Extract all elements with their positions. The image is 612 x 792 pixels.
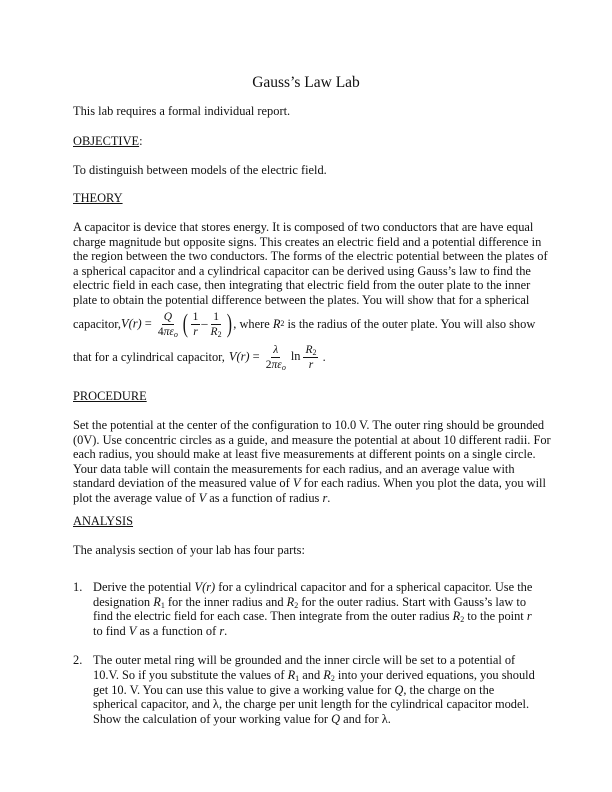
spherical-potential-formula [121,311,233,338]
item-text: designation [93,594,154,609]
procedure-line: Set the potential at the center of the configuration to 10.0 V. The outer ring should be grounded [73,418,545,432]
subscript-two: 2 [217,329,222,339]
theory-line: charge magnitude but opposite signs. This creates an electric field and a potential difference in [73,234,542,249]
item-text: find the electric field for each case. Then integrate from the outer radius [93,609,453,624]
capital-r: R [210,325,218,338]
four: 4 [157,325,164,338]
v-symbol: V [198,490,207,505]
item-text: , the charge per unit length for the cylindrical capacitor model. [218,697,530,712]
item-text: for the outer radius. Start with Gauss’s law to [298,594,527,609]
item-line [93,712,539,727]
analysis-list [73,580,539,726]
eq1-suffix-a: , where [233,316,273,331]
list-item [73,653,539,726]
denominator-4pi-eps [156,325,180,338]
r-symbol: r [219,623,225,638]
eq1-suffix-b: is the radius of the outer plate. You will also show [284,316,536,331]
q-over-4pi-eps-fraction [156,311,180,338]
item-line [93,595,539,610]
procedure-line: (0V). Use concentric circles as a guide, and measure the potential at about 10 different radii. For [73,432,551,447]
v-of-r: V(r) [121,315,142,330]
r2-subscript: 2 [330,673,335,683]
r2-symbol: R [272,316,281,331]
subscript-two: 2 [312,347,317,357]
analysis-heading-line [73,514,133,529]
item-text: 10.V. So if you substitute the values of [93,667,288,682]
r2-over-r-fraction [303,344,318,371]
procedure-line [73,491,539,506]
r-symbol: r [526,609,532,624]
theory-paragraph [73,220,548,308]
procedure-text: for each radius. When you plot the data, you will [300,476,546,491]
theory-line: the region between the two conductors. The forms of the electric potential between the plates of [73,249,548,264]
epsilon: ε [277,358,282,371]
item-text: to find [93,623,129,638]
v-symbol: V [128,623,137,638]
r2-subscript: 2 [460,615,465,625]
numerator-one: 1 [213,310,219,323]
denominator-r2 [209,325,224,338]
list-item-number: 1. [73,580,83,594]
item-text: spherical capacitor, and [93,697,213,712]
item-line [93,683,539,698]
item-line [93,609,539,624]
epsilon: ε [169,325,174,338]
item-text: and for [340,711,382,726]
procedure-line: Your data table will contain the measurements for each radius, and an average value with [73,461,515,476]
denominator-r: r [193,325,198,338]
equals-sign: = [141,315,155,330]
q-symbol: Q [394,682,404,697]
r1-symbol: R [153,594,161,609]
numerator-r2 [303,344,318,358]
denominator-2pi-eps [264,358,288,371]
item-text: . [224,623,228,638]
numerator-one: 1 [192,310,199,323]
numerator-q: Q [163,310,173,323]
r1-subscript: 1 [295,673,300,683]
v-symbol: V [292,476,301,491]
item-line [93,668,539,683]
eq2-suffix: . [319,349,326,364]
objective-heading: OBJECTIVE [73,134,140,148]
natural-log: ln [290,348,301,363]
spherical-equation-line: capacitor, V(r) = $\frac{Q}{4\pi\varepsilon_o}$ ( $\frac{1}{r}$ – $\frac{1}{R_2}$ ) , where R 2 is the radius of the outer plate. You will also show [73,309,536,339]
r2-symbol: R [452,609,461,624]
intro-text: This lab requires a formal individual report. [73,104,291,118]
denominator-r: r [308,358,314,371]
theory-heading: THEORY [73,191,123,205]
q-symbol: Q [331,711,341,726]
item-text: . [387,711,391,726]
r2-subscript: 2 [294,600,299,610]
cylindrical-equation-line [73,341,326,373]
analysis-heading: ANALYSIS [73,514,134,528]
r2-symbol: R [323,667,331,682]
item-text: for a cylindrical capacitor and for a spherical capacitor. Use the [215,580,533,594]
one-over-r-fraction [191,311,201,338]
item-line [93,697,539,712]
cylindrical-potential-formula [229,344,320,371]
theory-line: A capacitor is device that stores energy. It is composed of two conductors that are have equal [73,220,534,234]
item-text: to the point [464,609,527,624]
procedure-heading: PROCEDURE [73,389,147,403]
procedure-text: . [327,490,331,505]
item-text: into your derived equations, you should [334,667,535,682]
v-of-r-symbol: V(r) [194,580,216,594]
item-text: and [299,667,324,682]
item-text: Derive the potential [93,580,195,594]
pi: π [163,325,170,338]
analysis-intro: The analysis section of your lab has four parts: [73,543,305,557]
procedure-text: as a function of radius [206,490,323,505]
procedure-line: each radius, you should make at least five measurements at different points on a single circle. [73,447,536,462]
theory-line: plate to obtain the potential difference between the plates. You will show that for a spherical [73,292,530,307]
lambda-over-2pi-eps-fraction [264,344,288,371]
r-symbol: r [322,490,328,505]
list-item [73,580,539,638]
r1-symbol: R [287,667,296,682]
v-of-r: V(r) [228,348,250,363]
objective-colon: : [139,134,143,148]
eq2-prefix: that for a cylindrical capacitor, [73,349,225,364]
item-line [93,624,539,639]
one-over-r2-fraction [209,311,224,338]
procedure-line [73,476,546,491]
page-title: Gauss’s Law Lab [252,74,360,91]
item-line [93,580,539,595]
item-text: get 10. V. You can use this value to give a working value for [93,682,395,697]
item-text: as a function of [136,623,220,638]
lambda-symbol: λ [381,711,388,726]
procedure-heading-line [73,389,147,404]
capital-r: R [305,343,313,356]
eq1-prefix: capacitor, [73,316,122,331]
pi: π [271,358,278,371]
item-line: The outer metal ring will be grounded and the inner circle will be set to a potential of [93,653,516,668]
procedure-paragraph [73,418,551,506]
r2-symbol: R [286,594,295,609]
two: 2 [265,358,272,371]
epsilon-sub: o [281,362,286,372]
item-text: for the inner radius and [164,594,287,609]
procedure-text: plot the average value of [73,490,199,505]
theory-line: a spherical capacitor and a cylindrical capacitor can be derived using Gauss’s law to find the [73,263,531,278]
equals-sign: = [249,348,263,363]
right-paren: ) [226,309,232,338]
procedure-text: standard deviation of the measured value of [73,476,293,491]
r1-subscript: 1 [160,600,165,610]
objective-text: To distinguish between models of the electric field. [73,163,327,177]
left-paren: ( [182,309,188,338]
item-text: , the charge on the [403,682,495,697]
item-text: Show the calculation of your working value for [93,711,332,726]
theory-heading-line [73,191,123,206]
epsilon-sub: o [173,329,178,339]
list-item-number: 2. [73,653,83,668]
theory-line: electric field in each case, then integrating that electric field from the outer plate to the inner [73,278,531,293]
lambda-symbol: λ [212,697,219,712]
numerator-lambda: λ [273,343,279,356]
minus-sign: – [201,315,208,330]
objective-heading-line [73,134,143,149]
